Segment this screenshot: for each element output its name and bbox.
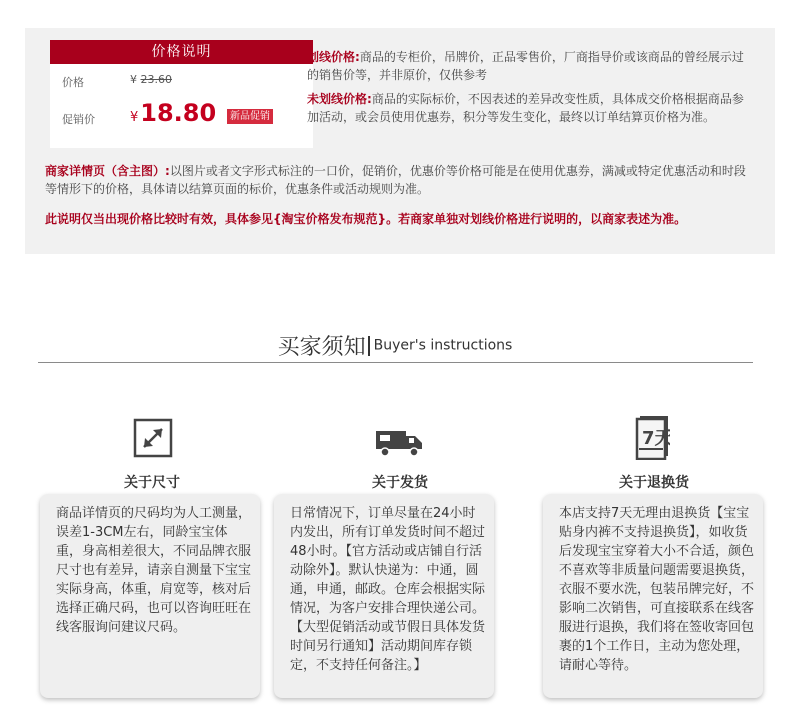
definition-term: 商家详情页（含主图）: [45,164,170,178]
price-notice: 此说明仅当出现价格比较时有效，具体参见{淘宝价格发布规范}。若商家单独对划线价格进行说明的，以商家表述为准。 [45,212,687,226]
truck-icon [375,428,425,462]
promo-tag-badge: 新品促销 [227,109,273,124]
title-divider [368,336,370,356]
size-icon [133,418,173,462]
calendar-7-day-icon [634,414,670,464]
section-divider [38,362,753,363]
buyer-instructions-title [0,330,790,361]
size-info-box: 商品详情页的尺码均为人工测量，误差1-3CM左右，同龄宝宝体重，身高相差很大，不同品牌衣服尺寸也有差异，请亲自测量下宝宝实际身高，体重，肩宽等，核对后选择正确尺码，也可以咨询旺旺在线客服询问建议尺码。 [40,494,260,698]
title-en: Buyer's instructions [373,337,513,354]
shipping-info-box: 日常情况下，订单尽量在24小时内发出，所有订单发货时间不超过48小时。【官方活动或店铺自行活动除外】。默认快递为：中通，圆通，申通，邮政。仓库会根据实际情况，为客户安排合理快递公司。【大型促销活动或节假日具体发货时间另行通知】活动期间库存锁定，不支持任何备注。】 [274,494,494,698]
definition-text: 以图片或者文字形式标注的一口价，促销价，优惠价等价格可能是在使用优惠券，满减或特定优惠活动和时段等情形下的价格，具体请以结算页面的标价，优惠条件或活动规则为准。 [45,164,746,196]
promo-price-value: 18.80 [140,99,217,127]
original-price [130,73,172,86]
returns-label: 关于退换货 [619,475,689,491]
title-zh: 买家须知 [277,335,366,360]
price-box [50,40,313,148]
currency-symbol: ¥ [130,73,137,86]
returns-info-box: 本店支持7天无理由退换货【宝宝贴身内裤不支持退换货】，如收货后发现宝宝穿着大小不合适，颜色不喜欢等非质量问题需要退换货，衣服不要水洗，包装吊牌完好，不影响二次销售，可直接联系在线客服进行退换，我们将在签收寄回包裹的1个工作日，主动为您处理，请耐心等待。 [543,494,763,698]
shipping-label: 关于发货 [372,475,428,491]
price-label: 价格 [62,76,84,89]
definition-term: 划线价格: [307,50,360,64]
strikethrough-price-definition [307,48,753,84]
unlined-price-definition [307,90,753,126]
definition-text: 商品的实际标价，不因表述的差异改变性质，具体成交价格根据商品参加活动，或会员使用优惠券，积分等发生变化，最终以订单结算页价格为准。 [307,92,744,124]
promo-price-label: 促销价 [62,113,95,126]
calendar-icon-text: 7天 [642,428,670,449]
merchant-detail-definition [45,162,755,198]
promo-price [130,99,216,127]
price-box-header: 价格说明 [50,40,313,64]
size-label: 关于尺寸 [124,475,180,491]
currency-symbol: ¥ [130,110,139,125]
price-explanation-panel [25,28,775,254]
definition-text: 商品的专柜价，吊牌价，正品零售价，厂商指导价或该商品的曾经展示过的销售价等，并非原价，仅供参考 [307,50,744,82]
original-price-value: 23.60 [140,73,172,86]
definition-term: 未划线价格: [307,92,372,106]
